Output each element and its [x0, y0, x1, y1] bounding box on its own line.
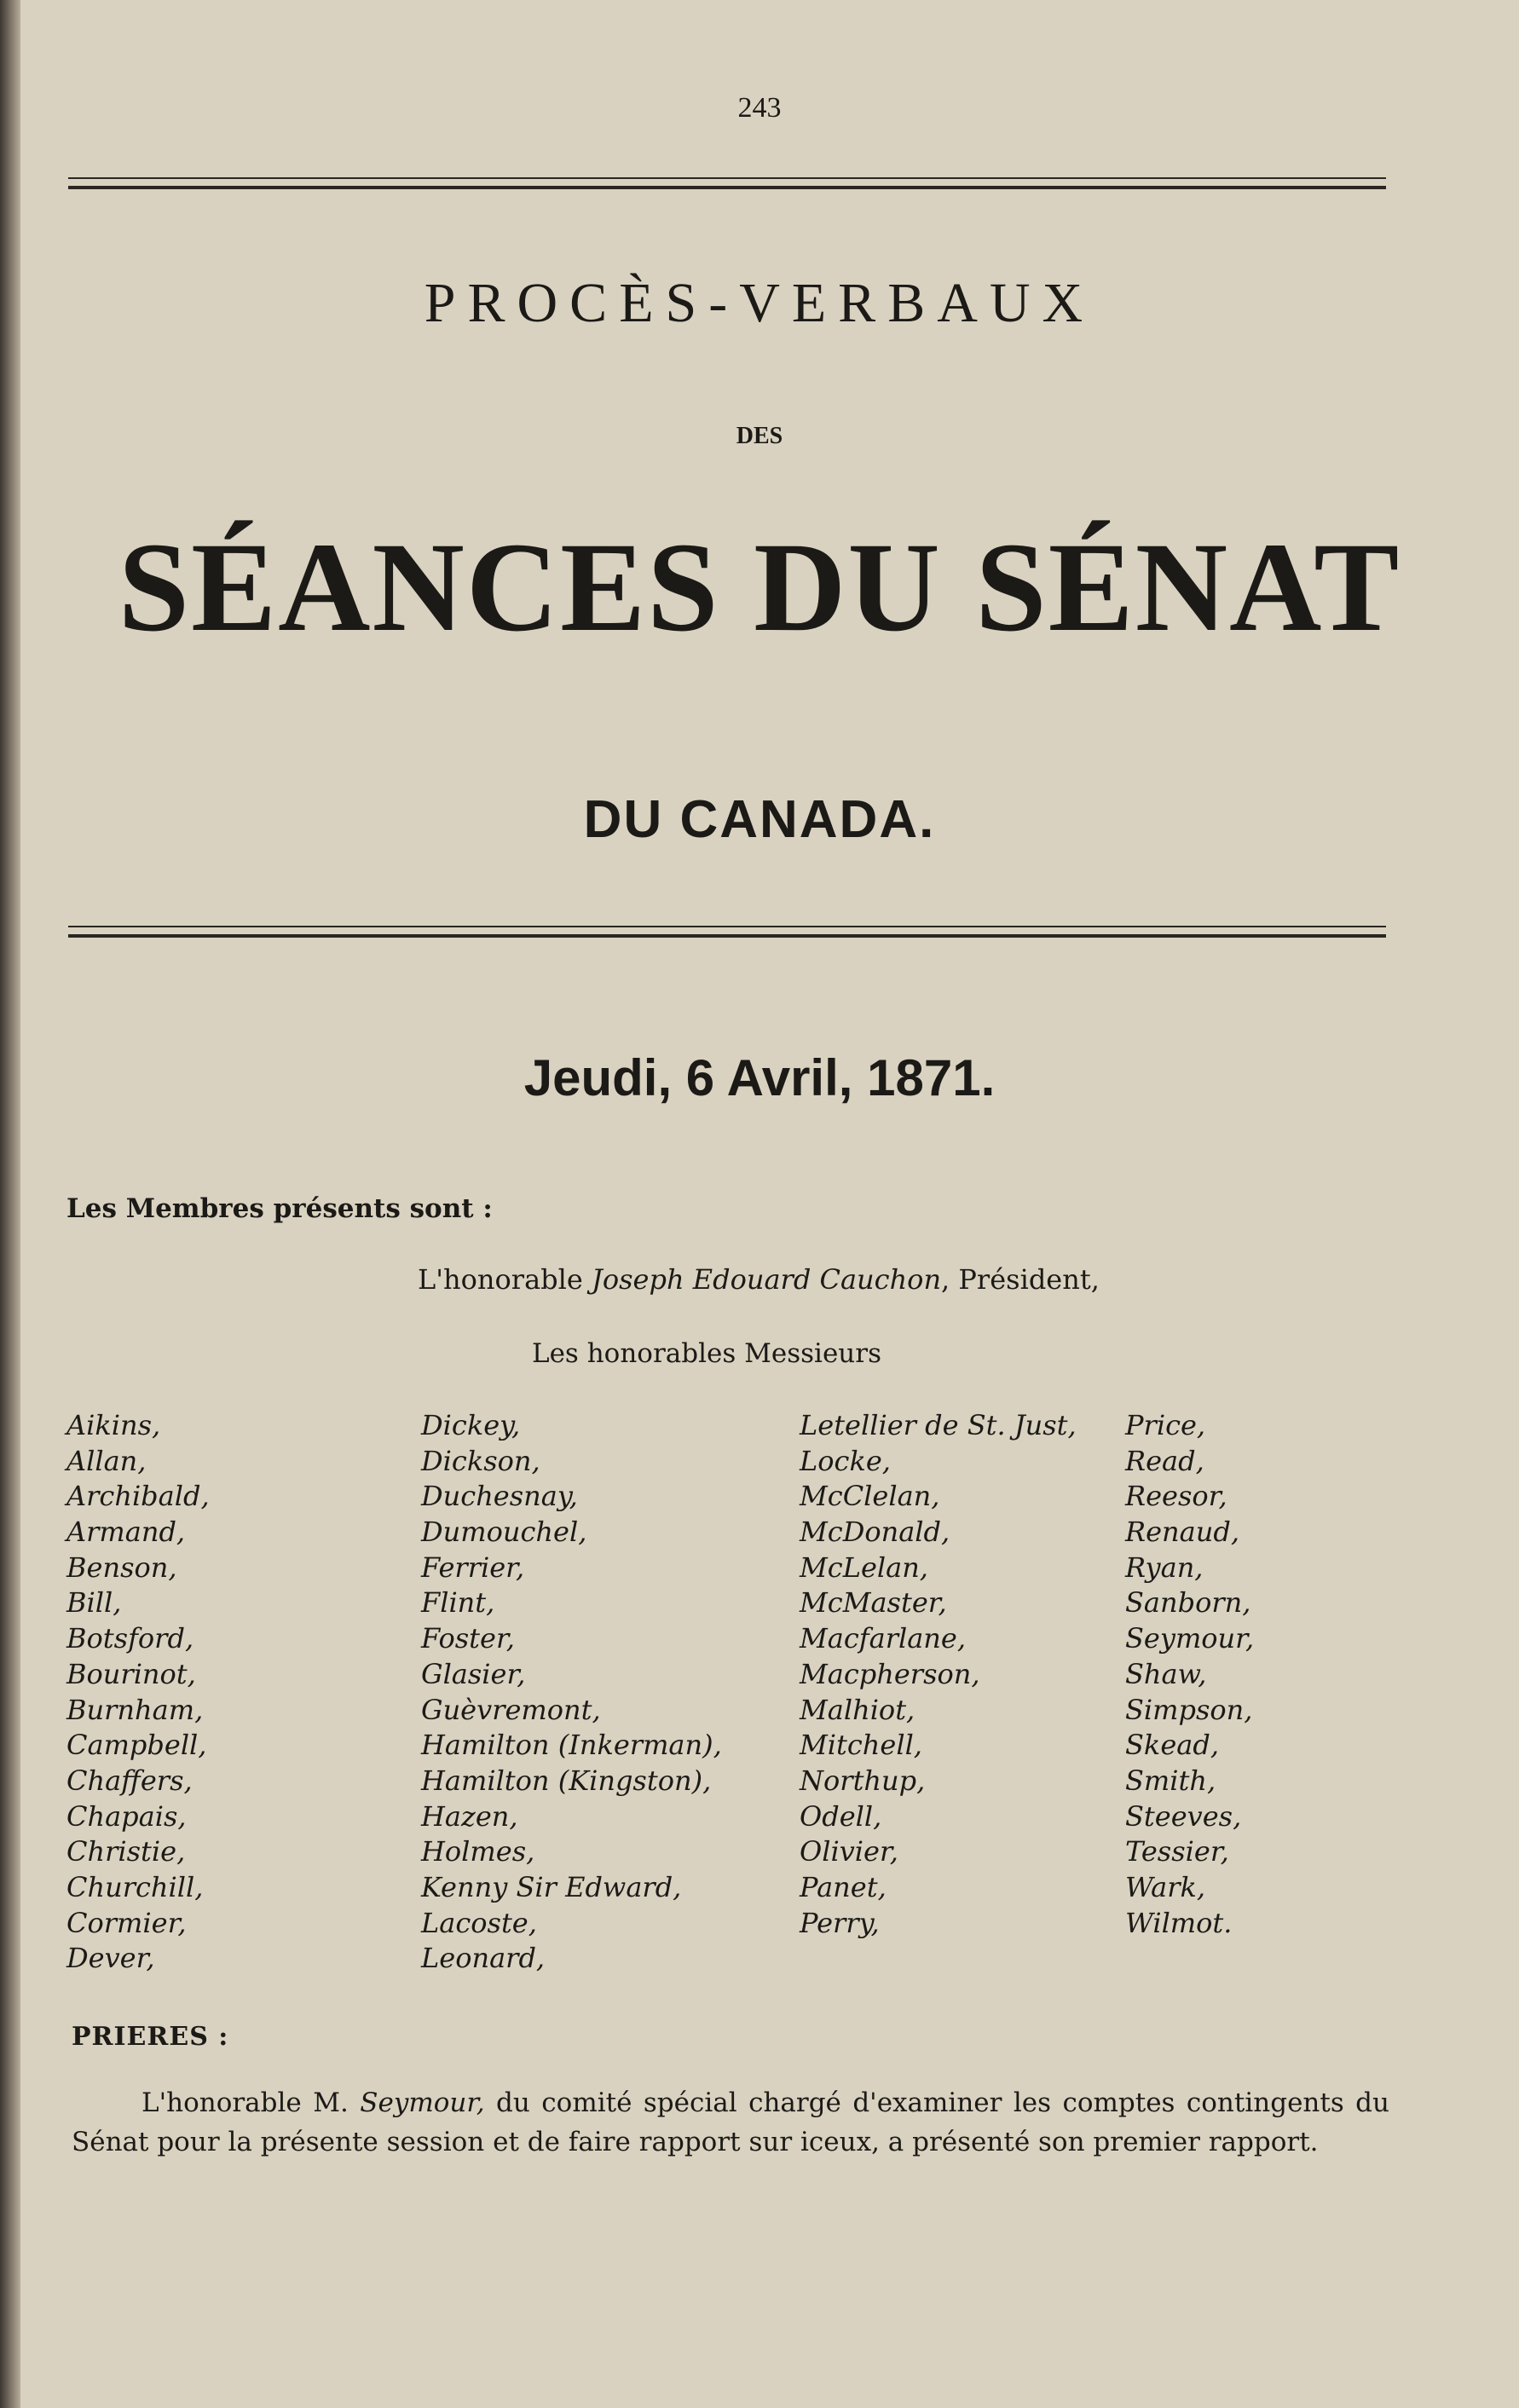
- member-name: Ferrier,: [421, 1550, 525, 1584]
- member-name: Panet,: [800, 1870, 887, 1903]
- president-prefix: L'honorable: [418, 1263, 592, 1296]
- member-name: McLelan,: [800, 1550, 928, 1584]
- member-name: Foster,: [421, 1622, 515, 1655]
- member-name: Bourinot,: [66, 1657, 196, 1690]
- member-name: Hamilton (Kingston),: [421, 1764, 712, 1797]
- member-name: Locke,: [800, 1444, 891, 1477]
- member-name: Chaffers,: [66, 1764, 193, 1797]
- member-name: Price,: [1125, 1409, 1206, 1441]
- member-name: Malhiot,: [800, 1693, 915, 1726]
- para-rest: du comité spécial chargé d'examiner les comptes contingents du Sénat pour la présente session et de faire rapport sur iceux, a présenté son premier rapport.: [72, 2088, 1389, 2157]
- member-name: Skead,: [1125, 1729, 1219, 1762]
- member-name: Letellier de St. Just,: [800, 1409, 1077, 1441]
- member-name: Simpson,: [1125, 1693, 1253, 1726]
- report-paragraph: [72, 2083, 1389, 2162]
- member-name: Chapais,: [66, 1799, 187, 1833]
- member-name: Christie,: [66, 1835, 186, 1868]
- member-name: Benson,: [66, 1550, 177, 1584]
- member-name: Hamilton (Inkerman),: [421, 1729, 722, 1762]
- members-column-4: [1125, 1408, 1254, 1941]
- members-column-1: [66, 1408, 210, 1977]
- member-name: Steeves,: [1125, 1799, 1242, 1833]
- member-name: Archibald,: [66, 1480, 210, 1513]
- messieurs-heading: Les honorables Messieurs: [532, 1338, 881, 1369]
- member-name: McDonald,: [800, 1516, 950, 1549]
- member-name: Guèvremont,: [421, 1693, 601, 1726]
- member-name: Cormier,: [66, 1906, 187, 1939]
- member-name: McClelan,: [800, 1480, 940, 1513]
- para-name: Seymour,: [360, 2088, 485, 2118]
- member-name: Dickey,: [421, 1409, 521, 1441]
- member-name: McMaster,: [800, 1586, 947, 1620]
- book-spine: [0, 0, 20, 2408]
- member-name: Renaud,: [1125, 1516, 1239, 1549]
- member-name: Smith,: [1125, 1764, 1216, 1797]
- member-name: Read,: [1125, 1444, 1204, 1477]
- member-name: Leonard,: [421, 1942, 546, 1975]
- member-name: Armand,: [66, 1516, 186, 1549]
- member-name: Hazen,: [421, 1799, 518, 1833]
- para-prefix: L'honorable M.: [142, 2088, 361, 2118]
- member-name: Wilmot.: [1125, 1906, 1233, 1939]
- members-column-3: [800, 1408, 1077, 1941]
- members-label: Les Membres présents sont :: [66, 1193, 493, 1224]
- member-name: Kenny Sir Edward,: [421, 1870, 682, 1903]
- member-name: Aikins,: [66, 1409, 161, 1441]
- member-name: Tessier,: [1125, 1835, 1229, 1868]
- member-name: Dumouchel,: [421, 1516, 587, 1549]
- member-name: Dever,: [66, 1942, 155, 1975]
- bottom-double-rule: [68, 926, 1386, 938]
- prieres-heading: PRIERES :: [72, 2022, 229, 2052]
- member-name: Macpherson,: [800, 1657, 980, 1690]
- member-name: Odell,: [800, 1799, 882, 1833]
- title-du-canada: DU CANADA.: [583, 790, 936, 849]
- member-name: Allan,: [66, 1444, 147, 1477]
- member-name: Duchesnay,: [421, 1480, 578, 1513]
- member-name: Bill,: [66, 1586, 122, 1620]
- member-name: Mitchell,: [800, 1729, 922, 1762]
- title-proces-verbaux: PROCÈS-VERBAUX: [424, 272, 1095, 334]
- member-name: Burnham,: [66, 1693, 204, 1726]
- member-name: Seymour,: [1125, 1622, 1255, 1655]
- title-seances-du-senat: SÉANCES DU SÉNAT: [118, 517, 1401, 658]
- title-des: DES: [736, 423, 783, 449]
- top-double-rule: [68, 177, 1386, 189]
- member-name: Churchill,: [66, 1870, 204, 1903]
- president-name: Joseph Edouard Cauchon: [592, 1263, 942, 1296]
- member-name: Campbell,: [66, 1729, 207, 1762]
- member-name: Wark,: [1125, 1870, 1206, 1903]
- member-name: Sanborn,: [1125, 1586, 1251, 1620]
- members-column-2: [421, 1408, 722, 1977]
- member-name: Olivier,: [800, 1835, 898, 1868]
- member-name: Perry,: [800, 1906, 880, 1939]
- member-name: Lacoste,: [421, 1906, 537, 1939]
- page-number: 243: [737, 92, 782, 124]
- member-name: Botsford,: [66, 1622, 194, 1655]
- member-name: Glasier,: [421, 1657, 526, 1690]
- member-name: Dickson,: [421, 1444, 540, 1477]
- member-name: Macfarlane,: [800, 1622, 967, 1655]
- member-name: Shaw,: [1125, 1657, 1207, 1690]
- session-date: Jeudi, 6 Avril, 1871.: [523, 1049, 996, 1106]
- member-name: Holmes,: [421, 1835, 535, 1868]
- president-suffix: , Président,: [941, 1263, 1100, 1296]
- president-line: [418, 1263, 1100, 1296]
- member-name: Flint,: [421, 1586, 495, 1620]
- member-name: Ryan,: [1125, 1550, 1204, 1584]
- member-name: Reesor,: [1125, 1480, 1227, 1513]
- member-name: Northup,: [800, 1764, 926, 1797]
